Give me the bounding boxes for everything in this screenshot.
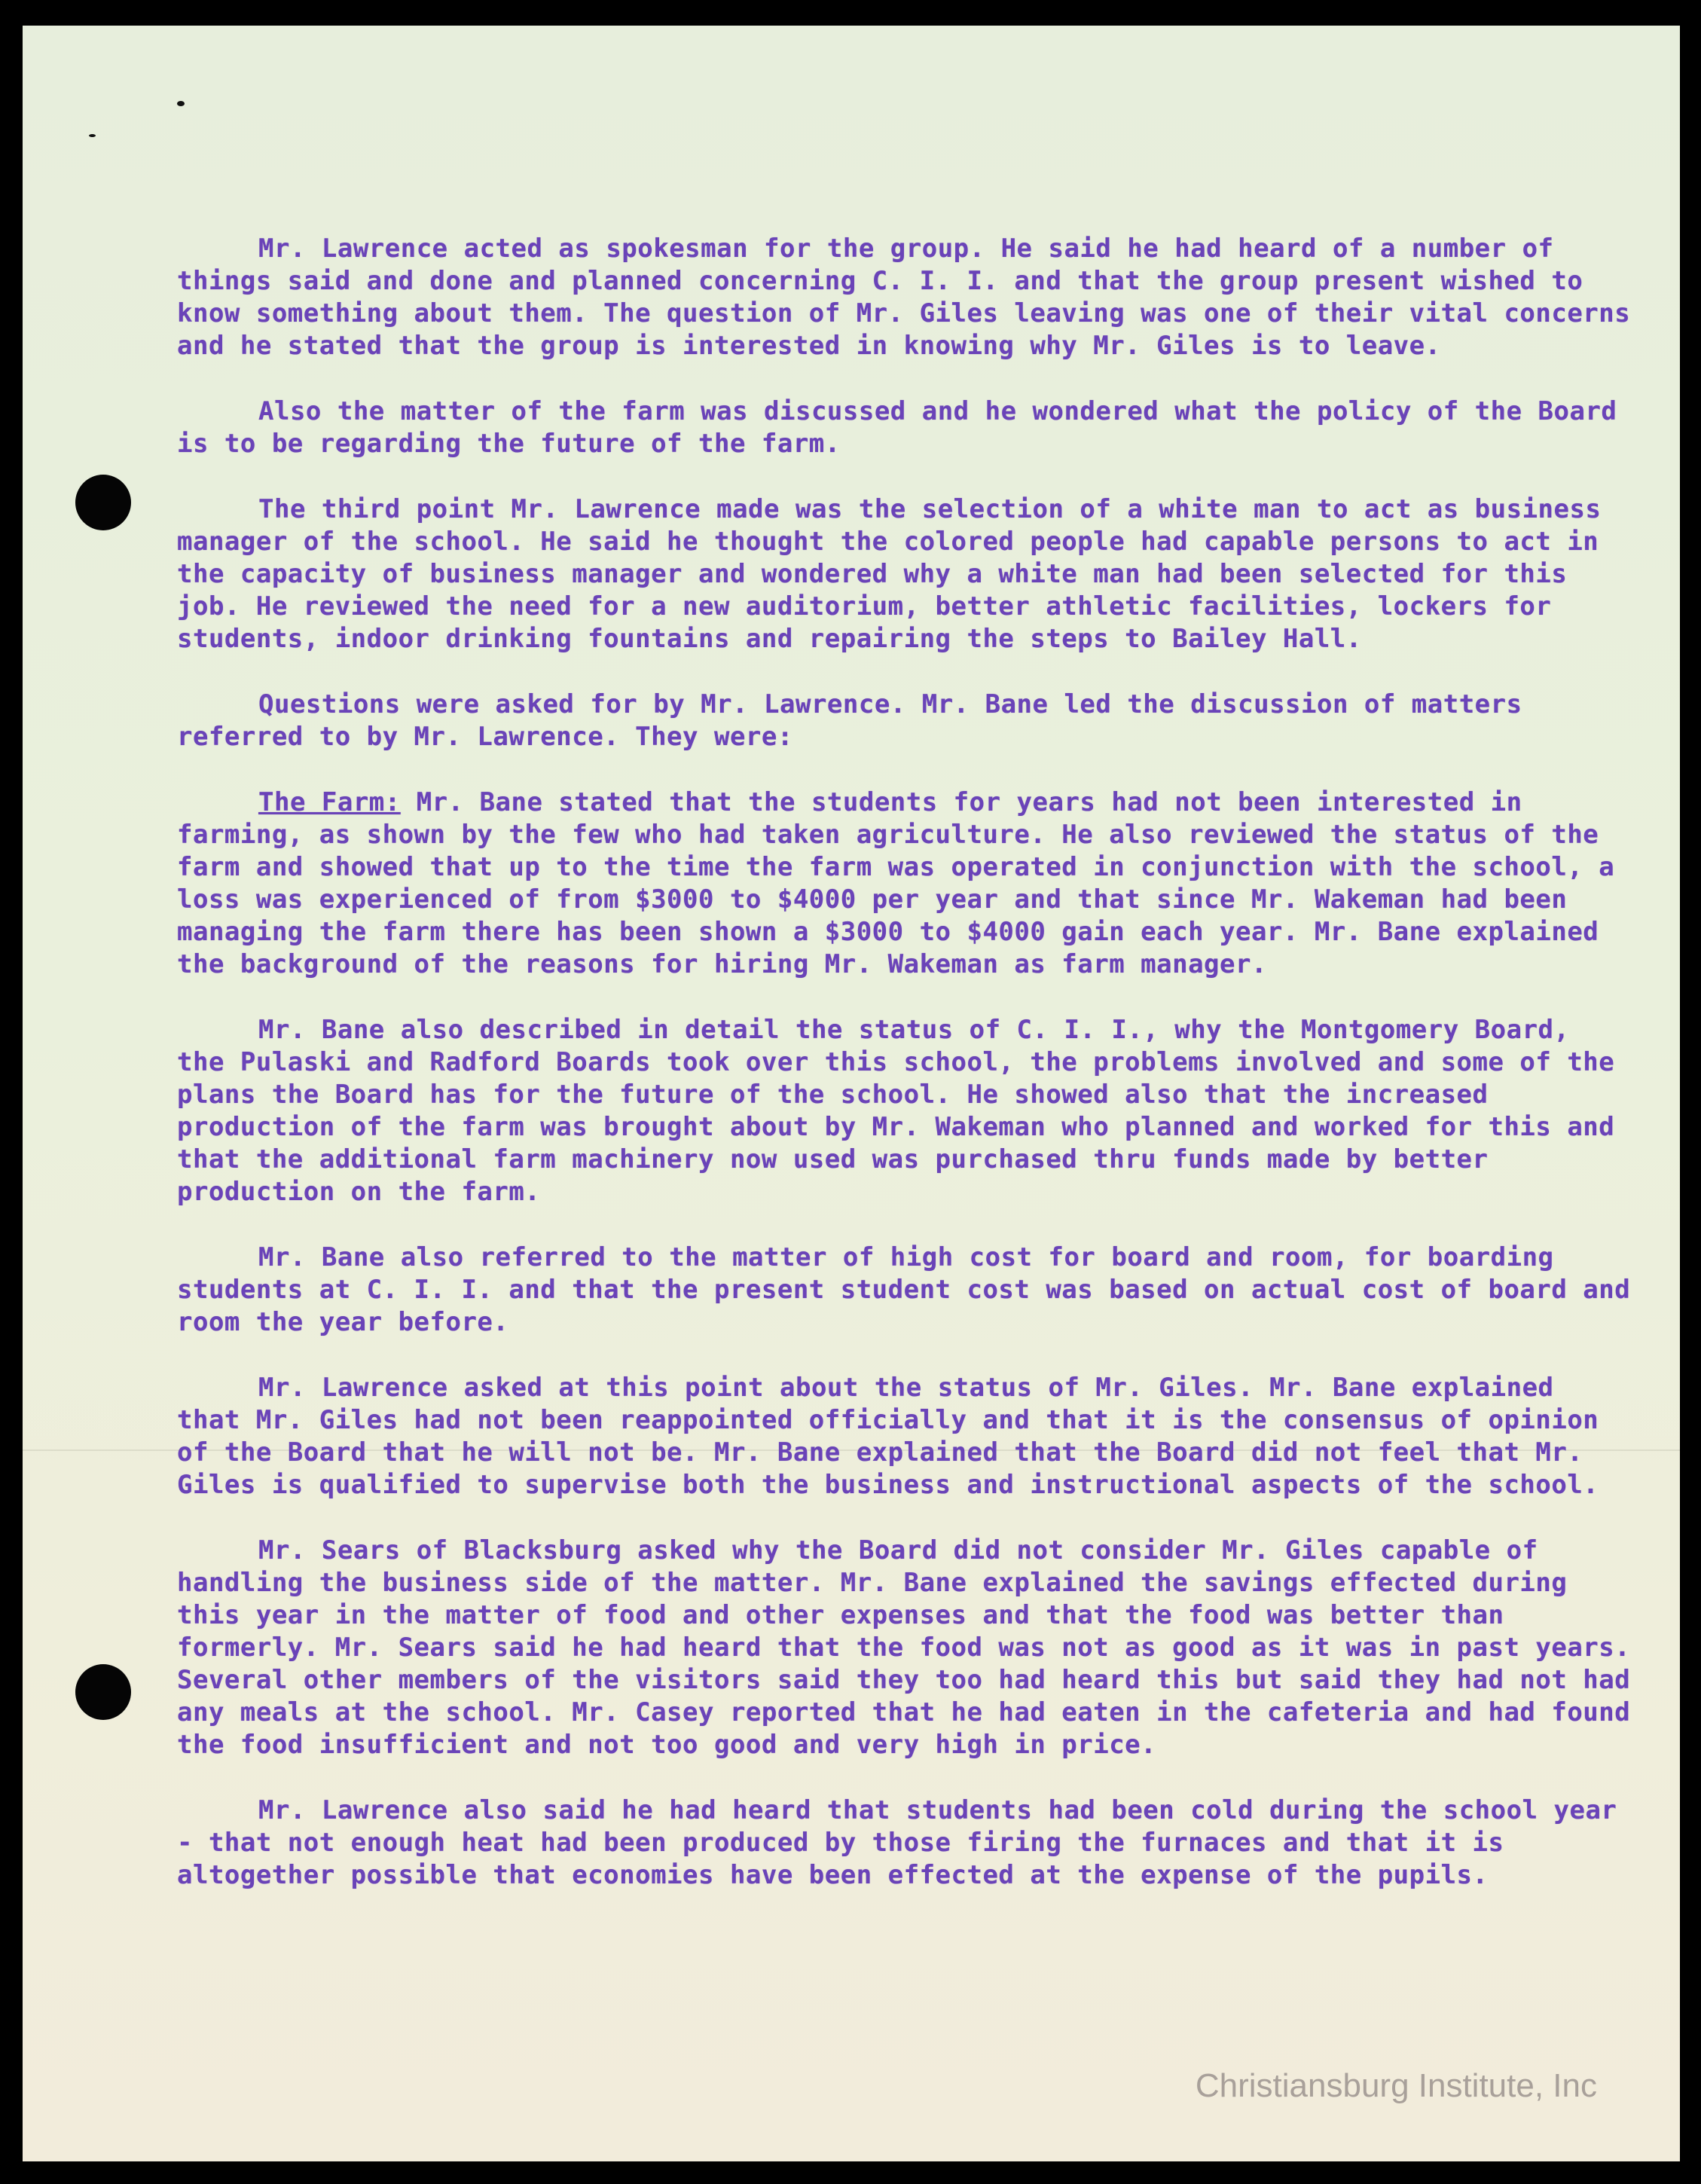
document-body [177,233,1631,1925]
paragraph-farm [177,787,1631,981]
farm-heading: The Farm: [258,787,401,817]
ink-speck [89,134,96,137]
paragraph: The third point Mr. Lawrence made was the selection of a white man to act as business manager of the school. He said he thought the colored people had capable persons to act in the capacity of business manager and wondered why a white man had been selected for this job. He reviewed the need for a new auditorium, better athletic facilities, lockers for students, indoor drinking fountains and repairing the steps to Bailey Hall. [177,494,1602,654]
paragraph: Mr. Lawrence acted as spokesman for the group. He said he had heard of a number of things said and done and planned concerning C. I. I. and that the group present wished to know something about them. The question of Mr. Giles leaving was one of their vital concerns and he stated that the group is interested in knowing why Mr. Giles is to leave. [177,234,1631,361]
paragraph: Mr. Bane also described in detail the status of C. I. I., why the Montgomery Board, the Pulaski and Radford Boards took over this school, the problems involved and some of the plans the Board has for the future of the school. He showed also that the increased production of the farm was brought about by Mr. Wakeman who planned and worked for this and that the additional farm machinery now used was purchased thru funds made by better production on the farm. [177,1015,1615,1207]
farm-text: Mr. Bane stated that the students for years had not been interested in farming, as shown by the few who had taken agriculture. He also reviewed the status of the farm and showed that up to the time the farm was operated in conjunction with the school, a loss was experienced of from $3000 to $4000 per year and that since Mr. Wakeman had been managing the farm there has been shown a $3000 to $4000 gain each year. Mr. Bane explained the background of the reasons for hiring Mr. Wakeman as farm manager. [177,787,1615,979]
paragraph: Mr. Bane also referred to the matter of high cost for board and room, for boarding students at C. I. I. and that the present student cost was based on actual cost of board and room the year before. [177,1242,1631,1337]
paragraph: Mr. Sears of Blacksburg asked why the Board did not consider Mr. Giles capable of handling the business side of the matter. Mr. Bane explained the savings effected during this year in the matter of food and other expenses and that the food was better than formerly. Mr. Sears said he had heard that the food was not as good as it was in past years. Several other members of the visitors said they too had heard this but said they had not had any meals at the school. Mr. Casey reported that he had eaten in the cafeteria and had found the food insufficient and not too good and very high in price. [177,1535,1631,1760]
paragraph: Mr. Lawrence also said he had heard that students had been cold during the school year - that not enough heat had been produced by those firing the furnaces and that it is altogether possible that economies have been effected at the expense of the pupils. [177,1795,1617,1890]
watermark: Christiansburg Institute, Inc [1195,2067,1597,2104]
document-page [23,26,1680,2161]
paragraph: Also the matter of the farm was discussed and he wondered what the policy of the Board is to be regarding the future of the farm. [177,396,1617,459]
paragraph: Mr. Lawrence asked at this point about the status of Mr. Giles. Mr. Bane explained that Mr. Giles had not been reappointed officially and that it is the consensus of opinion of the Board that he will not be. Mr. Bane explained that the Board did not feel that Mr. Giles is qualified to supervise both the business and instructional aspects of the school. [177,1373,1599,1500]
paragraph: Questions were asked for by Mr. Lawrence. Mr. Bane led the discussion of matters referred to by Mr. Lawrence. They were: [177,689,1522,752]
ink-speck [177,101,185,106]
punch-hole-top [75,475,131,530]
punch-hole-bottom [75,1664,131,1720]
